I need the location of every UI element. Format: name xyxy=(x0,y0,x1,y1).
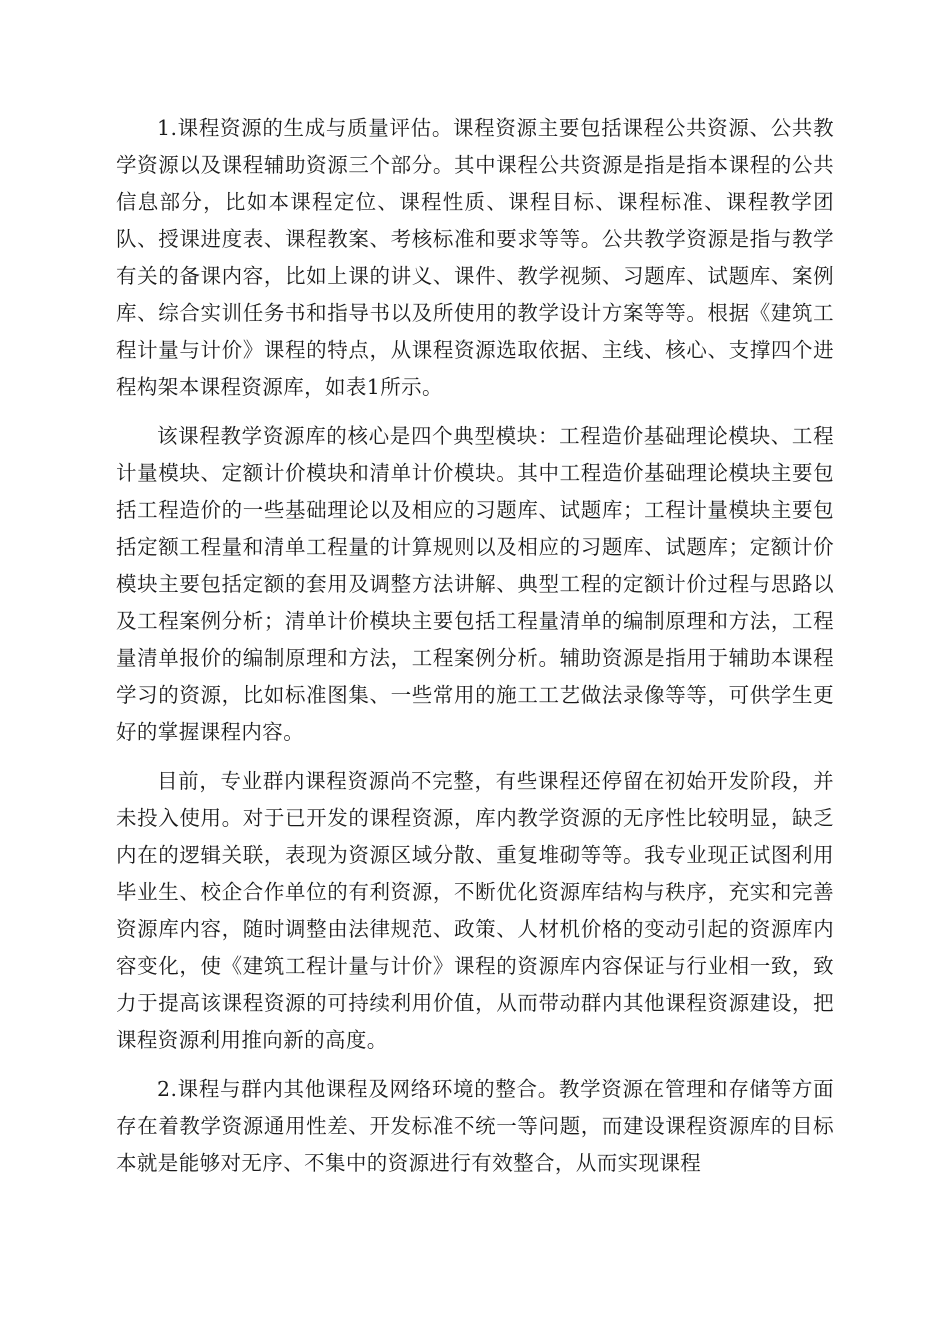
paragraph-core-modules: 该课程教学资源库的核心是四个典型模块：工程造价基础理论模块、工程计量模块、定额计价模块和清单计价模块。其中工程造价基础理论模块主要包括工程造价的一些基础理论以及相应的习题库、试题库；工程计量模块主要包括定额工程量和清单工程量的计算规则以及相应的习题库、试题库；定额计价模块主要包括定额的套用及调整方法讲解、典型工程的定额计价过程与思路以及工程案例分析；清单计价模块主要包括工程量清单的编制原理和方法，工程量清单报价的编制原理和方法，工程案例分析。辅助资源是指用于辅助本课程学习的资源，比如标准图集、一些常用的施工工艺做法录像等等，可供学生更好的掌握课程内容。 xyxy=(116,424,834,744)
paragraph-course-integration: 2.课程与群内其他课程及网络环境的整合。教学资源在管理和存储等方面存在着教学资源通用性差、开发标准不统一等问题，而建设课程资源库的目标本就是能够对无序、不集中的资源进行有效整合，从而实现课程 xyxy=(116,1077,834,1175)
paragraph-course-resource-generation: 1.课程资源的生成与质量评估。课程资源主要包括课程公共资源、公共教学资源以及课程辅助资源三个部分。其中课程公共资源是指是指本课程的公共信息部分，比如本课程定位、课程性质、课程目标、课程标准、课程教学团队、授课进度表、课程教案、考核标准和要求等等。公共教学资源是指与教学有关的备课内容，比如上课的讲义、课件、教学视频、习题库、试题库、案例库、综合实训任务书和指导书以及所使用的教学设计方案等等。根据《建筑工程计量与计价》课程的特点，从课程资源选取依据、主线、核心、支撑四个进程构架本课程资源库，如表1所示。 xyxy=(116,116,834,399)
document-body xyxy=(116,110,834,1194)
paragraph-current-status: 目前，专业群内课程资源尚不完整，有些课程还停留在初始开发阶段，并未投入使用。对于已开发的课程资源，库内教学资源的无序性比较明显，缺乏内在的逻辑关联，表现为资源区域分散、重复堆砌等等。我专业现正试图利用毕业生、校企合作单位的有利资源，不断优化资源库结构与秩序，充实和完善资源库内容，随时调整由法律规范、政策、人材机价格的变动引起的资源库内容变化，使《建筑工程计量与计价》课程的资源库内容保证与行业相一致，致力于提高该课程资源的可持续利用价值，从而带动群内其他课程资源建设，把课程资源利用推向新的高度。 xyxy=(116,769,834,1052)
